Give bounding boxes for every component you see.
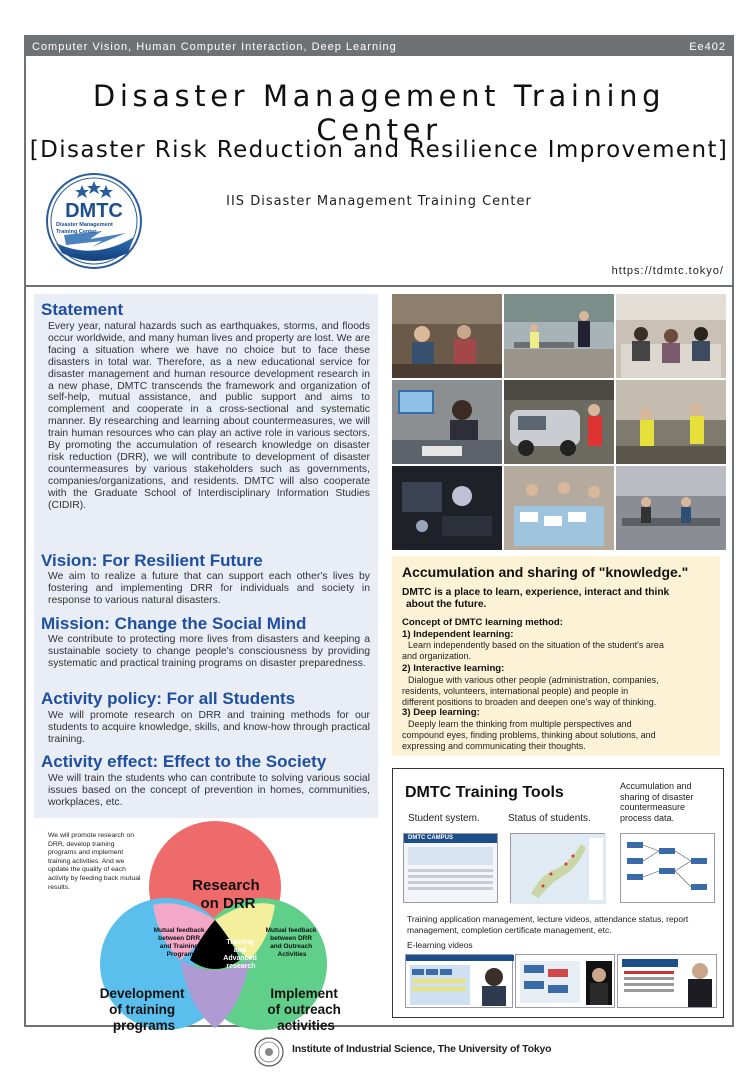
elearning-screenshot-2[interactable] (515, 954, 615, 1008)
effect-heading: Activity effect: Effect to the Society (41, 752, 327, 771)
gym-training-photo (616, 466, 726, 550)
laptop-training-photo (392, 380, 502, 464)
organization-name: IIS Disaster Management Training Center (226, 194, 532, 209)
process-data-screenshot (620, 833, 715, 903)
venn-development-line: Development (99, 986, 185, 1001)
mission-heading: Mission: Change the Social Mind (41, 614, 307, 633)
accumulation-label (620, 781, 694, 823)
item-1-title: 1) Independent learning: (402, 629, 514, 640)
research-tags: Computer Vision, Human Computer Interaction, Deep Learning (32, 40, 397, 53)
poster-code: Ee402 (689, 40, 726, 53)
logo-line2: Training Center (56, 229, 97, 235)
institute-name: Institute of Industrial Science, The University of Tokyo (292, 1043, 552, 1055)
item-2-line: Dialogue with various other people (administration, companies, (408, 675, 659, 685)
header-divider (26, 285, 732, 287)
elearning-label: E-learning videos (407, 940, 473, 950)
accumulation-line: process data. (620, 812, 675, 823)
item-2-title: 2) Interactive learning: (402, 663, 505, 674)
shelter-drill-photo (616, 380, 726, 464)
tools-features (407, 914, 707, 935)
elearning-screenshot-3[interactable] (617, 954, 717, 1008)
lecture-slide-icon (516, 955, 616, 1009)
item-2-text (402, 675, 714, 707)
student-system-label: Student system. (408, 813, 480, 824)
tools-heading: DMTC Training Tools (405, 784, 564, 801)
knowledge-heading: Accumulation and sharing of "knowledge." (402, 564, 689, 580)
poster-subtitle: [Disaster Risk Reduction and Resilience Improvement] (29, 137, 729, 163)
venn-overlap-right-line: Activities (277, 951, 307, 958)
poster-title: Disaster Management Training Center (92, 79, 666, 147)
concept-heading: Concept of DMTC learning method: (402, 617, 563, 628)
vision-heading: Vision: For Resilient Future (41, 551, 263, 570)
venn-center-line: research (226, 963, 256, 970)
item-3-title: 3) Deep learning: (402, 707, 480, 718)
campus-row (408, 875, 493, 878)
university-seal-icon (253, 1036, 285, 1068)
policy-heading: Activity policy: For all Students (41, 689, 296, 708)
statement-heading: Statement (41, 300, 124, 319)
map-workshop-photo (504, 466, 614, 550)
venn-overlap-right-line: and Outreach (270, 943, 313, 950)
vision-body: We aim to realize a future that can support each other's lives by fostering and implementing DRR for individuals and society in response to various natural disasters. (48, 571, 370, 606)
poster-frame (24, 35, 734, 1033)
item-3-line: Deeply learn the thinking from multiple perspectives and (408, 719, 632, 729)
venn-overlap-left-line: and Training (159, 943, 199, 950)
statement-panel (34, 294, 378, 818)
venn-overlap-right-line: between DRR (270, 935, 313, 942)
effect-body: We will train the students who can contribute to solving various social issues based on the concept of prevention in homes, communities, workplaces, etc. (48, 773, 370, 808)
item-1-line: and organization. (402, 650, 472, 661)
campus-banner (408, 847, 493, 865)
website-link[interactable]: https://tdmtc.tokyo/ (611, 265, 724, 277)
features-line: Training application management, lecture videos, attendance status, report (407, 914, 689, 924)
venn-center-label (223, 939, 258, 970)
classroom-photo (616, 294, 726, 378)
lecturer-video-icon (618, 955, 718, 1009)
venn-research-line: Research (192, 877, 260, 894)
lecture-video-icon (406, 955, 514, 1009)
status-label: Status of students. (508, 813, 591, 824)
venn-development-label (100, 986, 189, 1033)
status-map-screenshot (510, 833, 605, 903)
venn-note: We will promote research on DRR, develop training programs and implement training activities. And we update the quality of each activity by feeding back mutual results. (48, 832, 141, 891)
campus-row (408, 881, 493, 884)
item-2-line: residents, volunteers, international people) and people in (402, 685, 629, 696)
item-1-text (402, 640, 714, 662)
venn-research-label (192, 877, 264, 912)
car-rescue-photo (504, 380, 614, 464)
venn-overlap-left-line: Program (166, 951, 194, 958)
venn-outreach-line: of outreach (267, 1002, 341, 1017)
venn-center-line: Advanced (223, 955, 257, 962)
mission-body: We contribute to protecting more lives from disasters and keeping a sustainable society to change people's consciousness by providing systematic and practical training programs on disaster preparedness. (48, 634, 370, 669)
logo-text: DMTC (65, 200, 123, 222)
night-exercise-photo (392, 466, 502, 550)
training-tools-box (392, 768, 724, 1018)
item-2-line: different positions to broaden and deepen one's way of thinking. (402, 696, 657, 707)
map-icon (511, 834, 606, 904)
venn-overlap-left-line: Mutual feedback (153, 927, 205, 934)
venn-overlap-left-line: between DRR (158, 935, 201, 942)
item-3-line: expressing and communicating their thoughts. (402, 740, 586, 751)
venn-development-line: of training (109, 1002, 176, 1017)
venn-outreach-label (267, 986, 344, 1033)
accumulation-line: sharing of disaster (620, 791, 694, 802)
venn-outreach-line: Implement (270, 986, 338, 1001)
venn-outreach-line: activities (277, 1018, 335, 1033)
venn-overlap-right-line: Mutual feedback (265, 927, 317, 934)
venn-center-line: Training (226, 939, 254, 946)
features-line: management, completion certificate management, etc. (407, 924, 612, 935)
item-3-text (402, 719, 714, 751)
accumulation-line: Accumulation and (620, 781, 692, 791)
workshop-photo (392, 294, 502, 378)
venn-center-line: and (233, 947, 247, 954)
top-bar (26, 37, 732, 56)
knowledge-tagline-2: about the future. (406, 599, 487, 610)
venn-research-line: on DRR (200, 895, 256, 912)
knowledge-box (392, 556, 720, 756)
campus-title: DMTC CAMPUS (404, 834, 497, 843)
logo-line1: Disaster Management (56, 222, 113, 228)
accumulation-line: countermeasure (620, 802, 686, 812)
activity-photo-grid (392, 294, 726, 548)
statement-body: Every year, natural hazards such as earthquakes, storms, and floods occur worldwide, and many human lives and property are lost. We are facing a situation where we have no choice but to face these disasters in total war. Therefore, as a new educational service for disaster management and human resource development research in a new phase, DMTC transcends the framework and organization of self-help, mutual assistance, and public support and aims to complement and cooperate in a cross-sectional and systematic manner. By researching and learning about countermeasures, we will train human resources who can play an active role in various sectors. By promoting the accumulation of research knowledge on disaster risk reduction (DRR), we will contribute to development of disaster countermeasures by various stakeholders such as governments, companies/organizations, and residents. DMTC will also cooperate with the Graduate School of Interdisciplinary Information Studies (CIDIR). (48, 321, 370, 511)
flow-diagram-icon (621, 834, 716, 904)
item-3-line: compound eyes, finding problems, thinking about solutions, and (402, 729, 656, 740)
elearning-screenshot-1[interactable] (405, 954, 513, 1008)
dmtc-logo-icon (42, 173, 146, 269)
venn-development-line: programs (112, 1018, 176, 1033)
campus-screenshot (403, 833, 498, 903)
campus-row (408, 869, 493, 872)
knowledge-tagline-1: DMTC is a place to learn, experience, interact and think (402, 587, 670, 598)
outdoor-drill-photo (504, 294, 614, 378)
policy-body: We will promote research on DRR and training methods for our students to acquire knowledge, skills, and know-how through practical training. (48, 710, 370, 745)
item-1-line: Learn independently based on the situation of the student's area (408, 640, 664, 650)
campus-row (408, 887, 493, 890)
